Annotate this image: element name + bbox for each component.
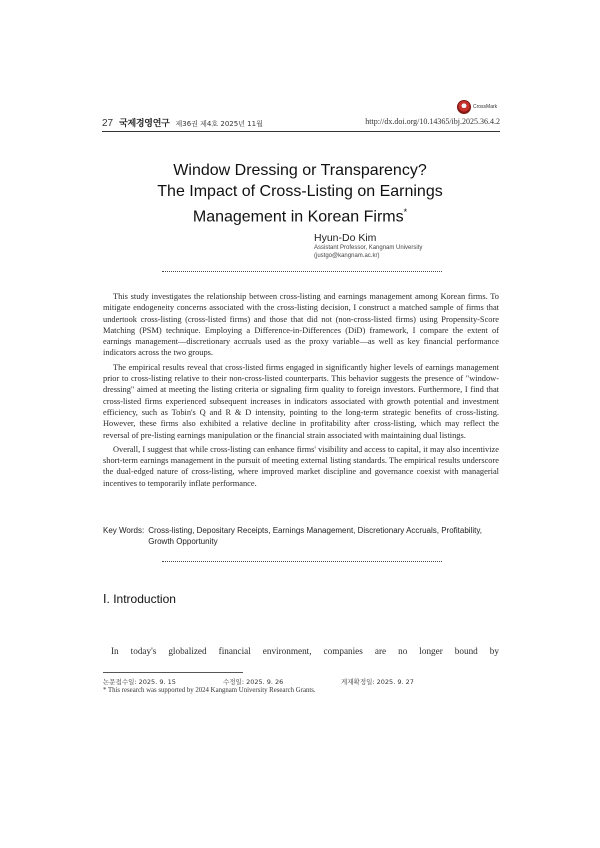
crossmark-icon xyxy=(457,100,471,114)
doi-link[interactable]: http://dx.doi.org/10.14365/ibj.2025.36.4.2 xyxy=(365,117,500,126)
author-email: (justgo@kangnam.ac.kr) xyxy=(314,253,380,259)
keywords-text: Cross-listing, Depositary Receipts, Earnings Management, Discretionary Accruals, Profitability, Growth Opportunity xyxy=(148,526,482,546)
received-date: 논문접수일: 2025. 9. 15 xyxy=(103,678,176,686)
funding-footnote: * This research was supported by 2024 Kangnam University Research Grants. xyxy=(103,687,316,694)
body-first-line: In today's globalized financial environment, companies are no longer bound by xyxy=(111,646,499,656)
header-rule xyxy=(102,131,500,132)
title-line-3-text: Management in Korean Firms xyxy=(192,208,404,226)
author-block xyxy=(314,232,504,260)
abstract-paragraph-1: This study investigates the relationship between cross-listing and earnings management among Korean firms. To mitigate endogeneity concerns associated with the cross-listing decision, I construct a matched sample of firms that undertook cross-listing (cross-listed firms) and those that did not (non-cross-listed firms) using Propensity-Score Matching (PSM) technique. Employing a Difference-in-Differences (DiD) framework, I compare the extent of earnings management—discretionary accruals used as the proxy variable—as well as key financial performance indicators across the two groups. xyxy=(103,292,499,358)
abstract-paragraph-3: Overall, I suggest that while cross-listing can enhance firms' visibility and access to capital, it may also incentivize short-term earnings management in the pursuit of meeting external listing standards. The empirical results underscore the dual-edged nature of cross-listing, where improved market discipline and governance coexist with managerial incentives to temporarily inflate performance. xyxy=(103,444,499,488)
crossmark-label: CrossMark xyxy=(473,104,498,110)
dotted-divider-top xyxy=(162,271,442,272)
keywords xyxy=(103,525,499,547)
keywords-label: Key Words: xyxy=(103,526,145,535)
section-heading: Ⅰ. Introduction xyxy=(103,592,176,606)
title-footnote-mark: * xyxy=(403,207,408,217)
title-line-3 xyxy=(100,202,500,227)
title-line-1: Window Dressing or Transparency? xyxy=(173,162,427,179)
page-number: 27 xyxy=(102,118,114,129)
crossmark-badge[interactable] xyxy=(457,100,497,114)
journal-issue: 제36권 제4호 2025년 11월 xyxy=(175,120,263,128)
footnote-rule xyxy=(103,672,243,673)
revised-date: 수정일: 2025. 9. 26 xyxy=(223,678,284,686)
abstract xyxy=(103,291,499,492)
journal-name: 국제경영연구 xyxy=(119,119,170,129)
title-line-2: The Impact of Cross-Listing on Earnings xyxy=(157,183,443,200)
footnote-dates xyxy=(103,677,443,686)
author-affiliation: Assistant Professor, Kangnam University xyxy=(314,245,423,251)
author-name: Hyun-Do Kim xyxy=(314,232,377,244)
running-header xyxy=(102,116,500,130)
dotted-divider-bottom xyxy=(162,561,442,562)
abstract-paragraph-2: The empirical results reveal that cross-listed firms engaged in significantly higher levels of earnings management prior to cross-listing relative to their non-cross-listed counterparts. This behavior suggests the presence of "window-dressing" aimed at meeting the listing criteria or signaling firm quality to foreign investors. Furthermore, I find that cross-listed firms experienced subsequent increases in indicators associated with growth potential and investment efficiency, such as Tobin's Q and R & D intensity, pointing to the long-term strategic benefits of cross-listing. However, these firms also exhibited a relative decline in profitability after cross-listing, which may reflect the reversal of pre-listing earnings manipulation or the financial strain associated with maintaining dual listings. xyxy=(103,362,499,440)
accepted-date: 게재확정일: 2025. 9. 27 xyxy=(341,678,414,686)
paper-title xyxy=(100,160,500,227)
